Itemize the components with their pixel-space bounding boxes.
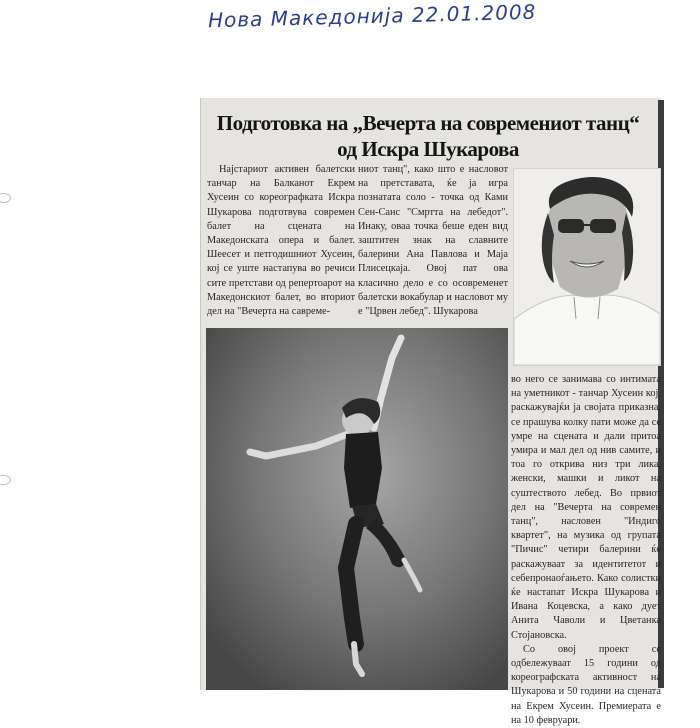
article-headline bbox=[208, 110, 648, 162]
portrait-illustration bbox=[514, 169, 660, 365]
headline-line-2: од Искра Шукарова bbox=[337, 137, 519, 161]
handwritten-note: Нова Македонија 22.01.2008 bbox=[207, 0, 537, 33]
punch-hole-bottom bbox=[0, 475, 11, 485]
headline-line-1: Подготовка на „Вечерта на современиот танц“ bbox=[216, 111, 640, 135]
column-2-paragraph: ниот танц", како што е насловот на претставата, ќе ја игра познатата соло - точка од Ками Сен-Санс "Смртта на лебедот". Инаку, оваа точка беше еден вид заштитен знак на славните балерини Ана Павлова и Маја Плисецкаја. Овој пат ова класично дело е со осовременет балетски вокабулар и насловот му е "Црвен лебед". Шукарова bbox=[358, 164, 508, 318]
column-1-paragraph: Најстариот активен балетски танчар на Балканот Екрем Хусеин со кореографката Искра Шукарова подготвува современ балет на сцената на Македонската опера и балет. Шеесет и петгодишниот Хусеин, кој се уште настапува во речиси сите претстави од репертоарот на Македонскиот балет, во вториот дел на "Вечерта на савреме- bbox=[207, 164, 355, 318]
article-column-2 bbox=[358, 163, 508, 319]
column-3-paragraph-2: Со овој проект се одбележуваат 15 години од кореографската активност на Шукарова и 50 години на сцената на Екрем Хусеин. Премиерата е на 10 февруари. bbox=[511, 643, 661, 726]
portrait-photo bbox=[513, 168, 661, 366]
dancer-photo bbox=[206, 328, 508, 690]
column-3-paragraph-1: во него се занимава со интимата на уметникот - танчар Хусеин кој, раскажувајќи ја својата приказна, се прашува колку пати може да се умре на сцената и дали притоа умира и мал дел од нив самите, и тоа го открива низ три лика, женски, машки и ликот на суштеството лебед. Во првиот дел на "Вечерта на современ танц", насловен "Индиго квартет", на музика од групата "Пичис" четири балерини ќе раскажуваат за идентитетот и себепронаоѓањето. Како солистки ќе настапат Искра Шукарова и Ивана Коцевска, а како дует Анита Чаволи и Цветанка Стојановска. bbox=[511, 374, 661, 641]
article-column-3 bbox=[511, 373, 661, 728]
dancer-illustration bbox=[206, 328, 508, 690]
punch-hole-top bbox=[0, 193, 11, 203]
article-column-1 bbox=[207, 163, 355, 319]
